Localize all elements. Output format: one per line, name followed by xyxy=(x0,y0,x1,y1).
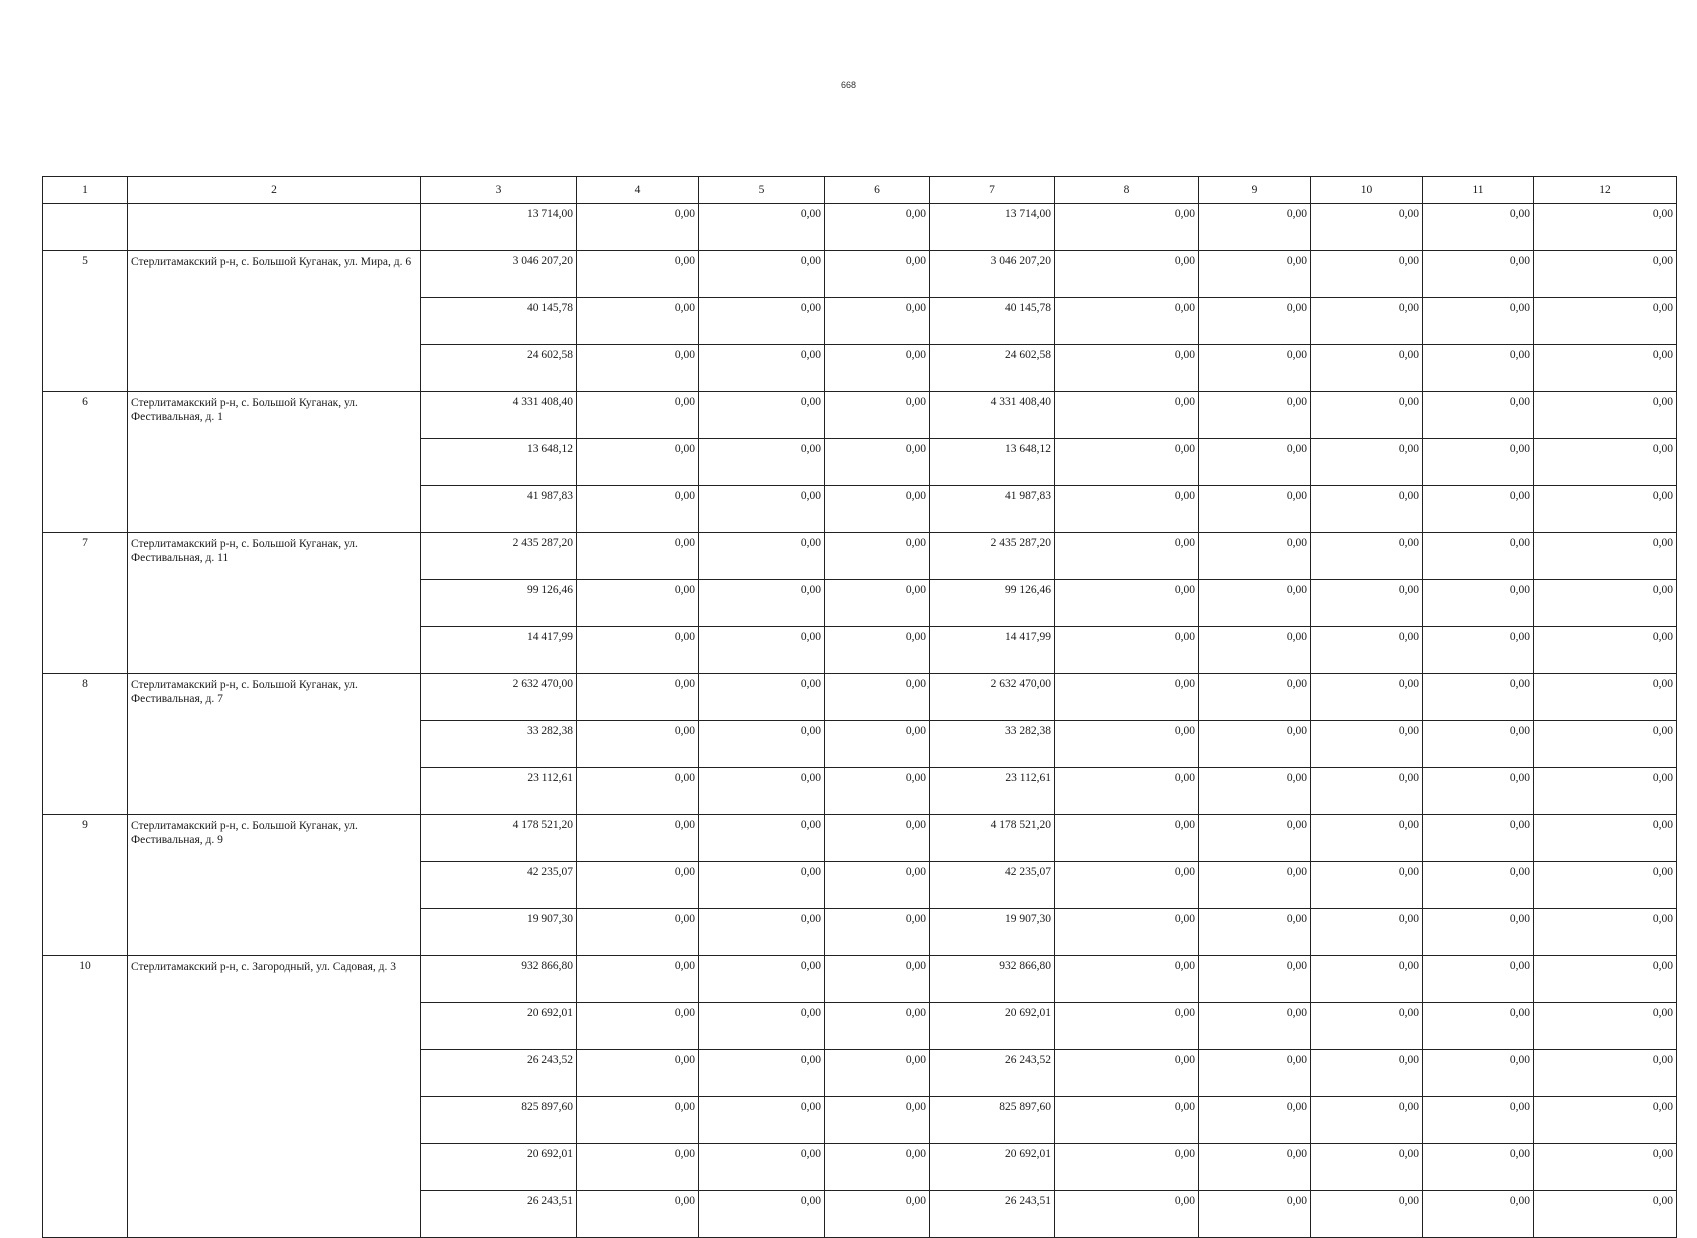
value-cell-col-5: 0,00 xyxy=(699,909,825,956)
value-cell-col-12: 0,00 xyxy=(1534,956,1677,1003)
value-cell-col-12: 0,00 xyxy=(1534,674,1677,721)
value-cell-col-11: 0,00 xyxy=(1423,580,1534,627)
table-row xyxy=(43,204,1677,251)
row-number: 10 xyxy=(43,956,128,1238)
value-cell-col-11: 0,00 xyxy=(1423,627,1534,674)
value-cell-col-4: 0,00 xyxy=(577,345,699,392)
header-col-12: 12 xyxy=(1534,177,1677,204)
value-cell-col-6: 0,00 xyxy=(825,956,930,1003)
value-cell-col-10: 0,00 xyxy=(1311,956,1423,1003)
value-cell-col-8: 0,00 xyxy=(1055,1144,1199,1191)
value-cell-col-6: 0,00 xyxy=(825,392,930,439)
value-cell-col-7: 13 648,12 xyxy=(930,439,1055,486)
value-cell-col-6: 0,00 xyxy=(825,1191,930,1238)
value-cell-col-12: 0,00 xyxy=(1534,533,1677,580)
value-cell-col-3: 13 648,12 xyxy=(421,439,577,486)
value-cell-col-12: 0,00 xyxy=(1534,815,1677,862)
row-number: 5 xyxy=(43,251,128,392)
value-cell-col-11: 0,00 xyxy=(1423,251,1534,298)
value-cell-col-5: 0,00 xyxy=(699,392,825,439)
value-cell-col-3: 40 145,78 xyxy=(421,298,577,345)
value-cell-col-5: 0,00 xyxy=(699,1050,825,1097)
value-cell-col-12: 0,00 xyxy=(1534,627,1677,674)
value-cell-col-9: 0,00 xyxy=(1199,298,1311,345)
value-cell-col-7: 26 243,52 xyxy=(930,1050,1055,1097)
table-row xyxy=(43,815,1677,862)
value-cell-col-8: 0,00 xyxy=(1055,204,1199,251)
value-cell-col-11: 0,00 xyxy=(1423,439,1534,486)
value-cell-col-9: 0,00 xyxy=(1199,251,1311,298)
value-cell-col-7: 42 235,07 xyxy=(930,862,1055,909)
value-cell-col-4: 0,00 xyxy=(577,815,699,862)
value-cell-col-8: 0,00 xyxy=(1055,1050,1199,1097)
table-row xyxy=(43,392,1677,439)
value-cell-col-9: 0,00 xyxy=(1199,1003,1311,1050)
table-body xyxy=(43,204,1677,1238)
row-number xyxy=(43,204,128,251)
header-row xyxy=(43,177,1677,204)
address-cell: Стерлитамакский р-н, с. Загородный, ул. Садовая, д. 3 xyxy=(128,956,421,1238)
value-cell-col-12: 0,00 xyxy=(1534,345,1677,392)
value-cell-col-10: 0,00 xyxy=(1311,627,1423,674)
header-col-8: 8 xyxy=(1055,177,1199,204)
value-cell-col-11: 0,00 xyxy=(1423,956,1534,1003)
row-number: 9 xyxy=(43,815,128,956)
value-cell-col-5: 0,00 xyxy=(699,956,825,1003)
value-cell-col-11: 0,00 xyxy=(1423,486,1534,533)
header-col-5: 5 xyxy=(699,177,825,204)
value-cell-col-3: 13 714,00 xyxy=(421,204,577,251)
value-cell-col-8: 0,00 xyxy=(1055,486,1199,533)
value-cell-col-9: 0,00 xyxy=(1199,392,1311,439)
value-cell-col-9: 0,00 xyxy=(1199,1191,1311,1238)
value-cell-col-3: 932 866,80 xyxy=(421,956,577,1003)
value-cell-col-6: 0,00 xyxy=(825,674,930,721)
value-cell-col-6: 0,00 xyxy=(825,580,930,627)
value-cell-col-8: 0,00 xyxy=(1055,1097,1199,1144)
value-cell-col-3: 26 243,51 xyxy=(421,1191,577,1238)
value-cell-col-3: 3 046 207,20 xyxy=(421,251,577,298)
header-col-9: 9 xyxy=(1199,177,1311,204)
value-cell-col-5: 0,00 xyxy=(699,815,825,862)
value-cell-col-5: 0,00 xyxy=(699,533,825,580)
value-cell-col-9: 0,00 xyxy=(1199,815,1311,862)
address-cell: Стерлитамакский р-н, с. Большой Куганак, ул. Фестивальная, д. 7 xyxy=(128,674,421,815)
value-cell-col-6: 0,00 xyxy=(825,815,930,862)
header-col-6: 6 xyxy=(825,177,930,204)
value-cell-col-8: 0,00 xyxy=(1055,674,1199,721)
value-cell-col-8: 0,00 xyxy=(1055,345,1199,392)
value-cell-col-3: 2 632 470,00 xyxy=(421,674,577,721)
value-cell-col-9: 0,00 xyxy=(1199,909,1311,956)
value-cell-col-9: 0,00 xyxy=(1199,439,1311,486)
value-cell-col-7: 4 178 521,20 xyxy=(930,815,1055,862)
address-cell xyxy=(128,204,421,251)
value-cell-col-8: 0,00 xyxy=(1055,1191,1199,1238)
value-cell-col-7: 40 145,78 xyxy=(930,298,1055,345)
value-cell-col-12: 0,00 xyxy=(1534,251,1677,298)
value-cell-col-8: 0,00 xyxy=(1055,251,1199,298)
value-cell-col-10: 0,00 xyxy=(1311,721,1423,768)
value-cell-col-11: 0,00 xyxy=(1423,298,1534,345)
value-cell-col-7: 13 714,00 xyxy=(930,204,1055,251)
value-cell-col-10: 0,00 xyxy=(1311,533,1423,580)
value-cell-col-12: 0,00 xyxy=(1534,721,1677,768)
value-cell-col-4: 0,00 xyxy=(577,721,699,768)
value-cell-col-7: 99 126,46 xyxy=(930,580,1055,627)
value-cell-col-8: 0,00 xyxy=(1055,909,1199,956)
data-table xyxy=(42,176,1677,1238)
value-cell-col-12: 0,00 xyxy=(1534,392,1677,439)
value-cell-col-5: 0,00 xyxy=(699,768,825,815)
value-cell-col-7: 2 632 470,00 xyxy=(930,674,1055,721)
value-cell-col-6: 0,00 xyxy=(825,768,930,815)
value-cell-col-6: 0,00 xyxy=(825,486,930,533)
value-cell-col-4: 0,00 xyxy=(577,392,699,439)
value-cell-col-11: 0,00 xyxy=(1423,1097,1534,1144)
header-col-7: 7 xyxy=(930,177,1055,204)
header-col-1: 1 xyxy=(43,177,128,204)
value-cell-col-5: 0,00 xyxy=(699,674,825,721)
value-cell-col-9: 0,00 xyxy=(1199,486,1311,533)
value-cell-col-12: 0,00 xyxy=(1534,1191,1677,1238)
value-cell-col-4: 0,00 xyxy=(577,1003,699,1050)
value-cell-col-6: 0,00 xyxy=(825,1050,930,1097)
value-cell-col-7: 23 112,61 xyxy=(930,768,1055,815)
header-col-11: 11 xyxy=(1423,177,1534,204)
value-cell-col-3: 20 692,01 xyxy=(421,1144,577,1191)
value-cell-col-6: 0,00 xyxy=(825,533,930,580)
value-cell-col-11: 0,00 xyxy=(1423,674,1534,721)
value-cell-col-9: 0,00 xyxy=(1199,533,1311,580)
row-number: 7 xyxy=(43,533,128,674)
value-cell-col-10: 0,00 xyxy=(1311,580,1423,627)
address-cell: Стерлитамакский р-н, с. Большой Куганак, ул. Фестивальная, д. 11 xyxy=(128,533,421,674)
value-cell-col-3: 23 112,61 xyxy=(421,768,577,815)
value-cell-col-8: 0,00 xyxy=(1055,392,1199,439)
table-row xyxy=(43,251,1677,298)
value-cell-col-9: 0,00 xyxy=(1199,580,1311,627)
value-cell-col-4: 0,00 xyxy=(577,1144,699,1191)
value-cell-col-12: 0,00 xyxy=(1534,580,1677,627)
address-cell: Стерлитамакский р-н, с. Большой Куганак, ул. Мира, д. 6 xyxy=(128,251,421,392)
value-cell-col-11: 0,00 xyxy=(1423,721,1534,768)
value-cell-col-7: 3 046 207,20 xyxy=(930,251,1055,298)
value-cell-col-11: 0,00 xyxy=(1423,909,1534,956)
value-cell-col-5: 0,00 xyxy=(699,298,825,345)
value-cell-col-9: 0,00 xyxy=(1199,674,1311,721)
value-cell-col-4: 0,00 xyxy=(577,1097,699,1144)
value-cell-col-7: 41 987,83 xyxy=(930,486,1055,533)
value-cell-col-5: 0,00 xyxy=(699,580,825,627)
value-cell-col-3: 24 602,58 xyxy=(421,345,577,392)
value-cell-col-10: 0,00 xyxy=(1311,909,1423,956)
value-cell-col-4: 0,00 xyxy=(577,204,699,251)
value-cell-col-11: 0,00 xyxy=(1423,862,1534,909)
value-cell-col-10: 0,00 xyxy=(1311,1003,1423,1050)
value-cell-col-5: 0,00 xyxy=(699,1003,825,1050)
value-cell-col-10: 0,00 xyxy=(1311,251,1423,298)
value-cell-col-6: 0,00 xyxy=(825,862,930,909)
value-cell-col-10: 0,00 xyxy=(1311,298,1423,345)
value-cell-col-4: 0,00 xyxy=(577,486,699,533)
value-cell-col-9: 0,00 xyxy=(1199,1050,1311,1097)
value-cell-col-5: 0,00 xyxy=(699,1191,825,1238)
value-cell-col-10: 0,00 xyxy=(1311,204,1423,251)
value-cell-col-7: 4 331 408,40 xyxy=(930,392,1055,439)
value-cell-col-12: 0,00 xyxy=(1534,1097,1677,1144)
value-cell-col-10: 0,00 xyxy=(1311,345,1423,392)
value-cell-col-6: 0,00 xyxy=(825,1097,930,1144)
value-cell-col-4: 0,00 xyxy=(577,533,699,580)
value-cell-col-12: 0,00 xyxy=(1534,1144,1677,1191)
value-cell-col-12: 0,00 xyxy=(1534,439,1677,486)
value-cell-col-3: 42 235,07 xyxy=(421,862,577,909)
value-cell-col-7: 33 282,38 xyxy=(930,721,1055,768)
value-cell-col-7: 24 602,58 xyxy=(930,345,1055,392)
value-cell-col-10: 0,00 xyxy=(1311,768,1423,815)
value-cell-col-3: 14 417,99 xyxy=(421,627,577,674)
table-header xyxy=(43,177,1677,204)
header-col-4: 4 xyxy=(577,177,699,204)
value-cell-col-4: 0,00 xyxy=(577,251,699,298)
value-cell-col-10: 0,00 xyxy=(1311,862,1423,909)
value-cell-col-6: 0,00 xyxy=(825,439,930,486)
value-cell-col-8: 0,00 xyxy=(1055,956,1199,1003)
value-cell-col-6: 0,00 xyxy=(825,909,930,956)
value-cell-col-9: 0,00 xyxy=(1199,204,1311,251)
value-cell-col-7: 2 435 287,20 xyxy=(930,533,1055,580)
value-cell-col-3: 33 282,38 xyxy=(421,721,577,768)
value-cell-col-6: 0,00 xyxy=(825,1144,930,1191)
value-cell-col-3: 41 987,83 xyxy=(421,486,577,533)
value-cell-col-7: 20 692,01 xyxy=(930,1144,1055,1191)
page-number: 668 xyxy=(840,80,857,90)
value-cell-col-12: 0,00 xyxy=(1534,768,1677,815)
value-cell-col-4: 0,00 xyxy=(577,909,699,956)
value-cell-col-5: 0,00 xyxy=(699,486,825,533)
value-cell-col-11: 0,00 xyxy=(1423,204,1534,251)
value-cell-col-3: 4 178 521,20 xyxy=(421,815,577,862)
value-cell-col-10: 0,00 xyxy=(1311,1191,1423,1238)
value-cell-col-3: 19 907,30 xyxy=(421,909,577,956)
value-cell-col-11: 0,00 xyxy=(1423,1050,1534,1097)
value-cell-col-3: 4 331 408,40 xyxy=(421,392,577,439)
value-cell-col-3: 20 692,01 xyxy=(421,1003,577,1050)
value-cell-col-4: 0,00 xyxy=(577,862,699,909)
value-cell-col-7: 20 692,01 xyxy=(930,1003,1055,1050)
value-cell-col-6: 0,00 xyxy=(825,1003,930,1050)
address-cell: Стерлитамакский р-н, с. Большой Куганак, ул. Фестивальная, д. 1 xyxy=(128,392,421,533)
value-cell-col-5: 0,00 xyxy=(699,862,825,909)
value-cell-col-9: 0,00 xyxy=(1199,721,1311,768)
row-number: 6 xyxy=(43,392,128,533)
value-cell-col-8: 0,00 xyxy=(1055,862,1199,909)
value-cell-col-5: 0,00 xyxy=(699,1097,825,1144)
value-cell-col-6: 0,00 xyxy=(825,251,930,298)
value-cell-col-6: 0,00 xyxy=(825,721,930,768)
value-cell-col-5: 0,00 xyxy=(699,627,825,674)
value-cell-col-8: 0,00 xyxy=(1055,298,1199,345)
value-cell-col-5: 0,00 xyxy=(699,204,825,251)
value-cell-col-6: 0,00 xyxy=(825,627,930,674)
value-cell-col-4: 0,00 xyxy=(577,1191,699,1238)
value-cell-col-9: 0,00 xyxy=(1199,1144,1311,1191)
value-cell-col-5: 0,00 xyxy=(699,251,825,298)
value-cell-col-11: 0,00 xyxy=(1423,533,1534,580)
value-cell-col-11: 0,00 xyxy=(1423,345,1534,392)
value-cell-col-5: 0,00 xyxy=(699,721,825,768)
value-cell-col-12: 0,00 xyxy=(1534,486,1677,533)
header-col-2: 2 xyxy=(128,177,421,204)
value-cell-col-9: 0,00 xyxy=(1199,1097,1311,1144)
value-cell-col-8: 0,00 xyxy=(1055,533,1199,580)
value-cell-col-12: 0,00 xyxy=(1534,1003,1677,1050)
table-row xyxy=(43,674,1677,721)
value-cell-col-10: 0,00 xyxy=(1311,815,1423,862)
value-cell-col-10: 0,00 xyxy=(1311,392,1423,439)
value-cell-col-12: 0,00 xyxy=(1534,862,1677,909)
value-cell-col-10: 0,00 xyxy=(1311,1097,1423,1144)
value-cell-col-7: 825 897,60 xyxy=(930,1097,1055,1144)
value-cell-col-12: 0,00 xyxy=(1534,1050,1677,1097)
value-cell-col-7: 19 907,30 xyxy=(930,909,1055,956)
value-cell-col-11: 0,00 xyxy=(1423,768,1534,815)
value-cell-col-4: 0,00 xyxy=(577,956,699,1003)
header-col-10: 10 xyxy=(1311,177,1423,204)
value-cell-col-7: 26 243,51 xyxy=(930,1191,1055,1238)
value-cell-col-10: 0,00 xyxy=(1311,674,1423,721)
value-cell-col-12: 0,00 xyxy=(1534,204,1677,251)
value-cell-col-4: 0,00 xyxy=(577,674,699,721)
value-cell-col-9: 0,00 xyxy=(1199,956,1311,1003)
value-cell-col-5: 0,00 xyxy=(699,1144,825,1191)
row-number: 8 xyxy=(43,674,128,815)
value-cell-col-4: 0,00 xyxy=(577,580,699,627)
value-cell-col-3: 99 126,46 xyxy=(421,580,577,627)
value-cell-col-10: 0,00 xyxy=(1311,439,1423,486)
value-cell-col-3: 26 243,52 xyxy=(421,1050,577,1097)
value-cell-col-5: 0,00 xyxy=(699,439,825,486)
value-cell-col-7: 932 866,80 xyxy=(930,956,1055,1003)
value-cell-col-6: 0,00 xyxy=(825,345,930,392)
value-cell-col-12: 0,00 xyxy=(1534,909,1677,956)
value-cell-col-4: 0,00 xyxy=(577,627,699,674)
value-cell-col-6: 0,00 xyxy=(825,298,930,345)
address-cell: Стерлитамакский р-н, с. Большой Куганак, ул. Фестивальная, д. 9 xyxy=(128,815,421,956)
value-cell-col-8: 0,00 xyxy=(1055,768,1199,815)
value-cell-col-8: 0,00 xyxy=(1055,815,1199,862)
value-cell-col-8: 0,00 xyxy=(1055,721,1199,768)
value-cell-col-11: 0,00 xyxy=(1423,1144,1534,1191)
value-cell-col-4: 0,00 xyxy=(577,1050,699,1097)
value-cell-col-11: 0,00 xyxy=(1423,1003,1534,1050)
value-cell-col-4: 0,00 xyxy=(577,768,699,815)
value-cell-col-8: 0,00 xyxy=(1055,580,1199,627)
value-cell-col-7: 14 417,99 xyxy=(930,627,1055,674)
header-col-3: 3 xyxy=(421,177,577,204)
value-cell-col-9: 0,00 xyxy=(1199,768,1311,815)
value-cell-col-3: 2 435 287,20 xyxy=(421,533,577,580)
value-cell-col-3: 825 897,60 xyxy=(421,1097,577,1144)
value-cell-col-5: 0,00 xyxy=(699,345,825,392)
value-cell-col-10: 0,00 xyxy=(1311,486,1423,533)
value-cell-col-11: 0,00 xyxy=(1423,392,1534,439)
table-row xyxy=(43,956,1677,1003)
value-cell-col-8: 0,00 xyxy=(1055,627,1199,674)
value-cell-col-9: 0,00 xyxy=(1199,627,1311,674)
value-cell-col-6: 0,00 xyxy=(825,204,930,251)
value-cell-col-12: 0,00 xyxy=(1534,298,1677,345)
value-cell-col-4: 0,00 xyxy=(577,298,699,345)
value-cell-col-9: 0,00 xyxy=(1199,345,1311,392)
value-cell-col-11: 0,00 xyxy=(1423,815,1534,862)
value-cell-col-4: 0,00 xyxy=(577,439,699,486)
value-cell-col-8: 0,00 xyxy=(1055,1003,1199,1050)
value-cell-col-11: 0,00 xyxy=(1423,1191,1534,1238)
value-cell-col-9: 0,00 xyxy=(1199,862,1311,909)
value-cell-col-8: 0,00 xyxy=(1055,439,1199,486)
value-cell-col-10: 0,00 xyxy=(1311,1144,1423,1191)
value-cell-col-10: 0,00 xyxy=(1311,1050,1423,1097)
table-row xyxy=(43,533,1677,580)
